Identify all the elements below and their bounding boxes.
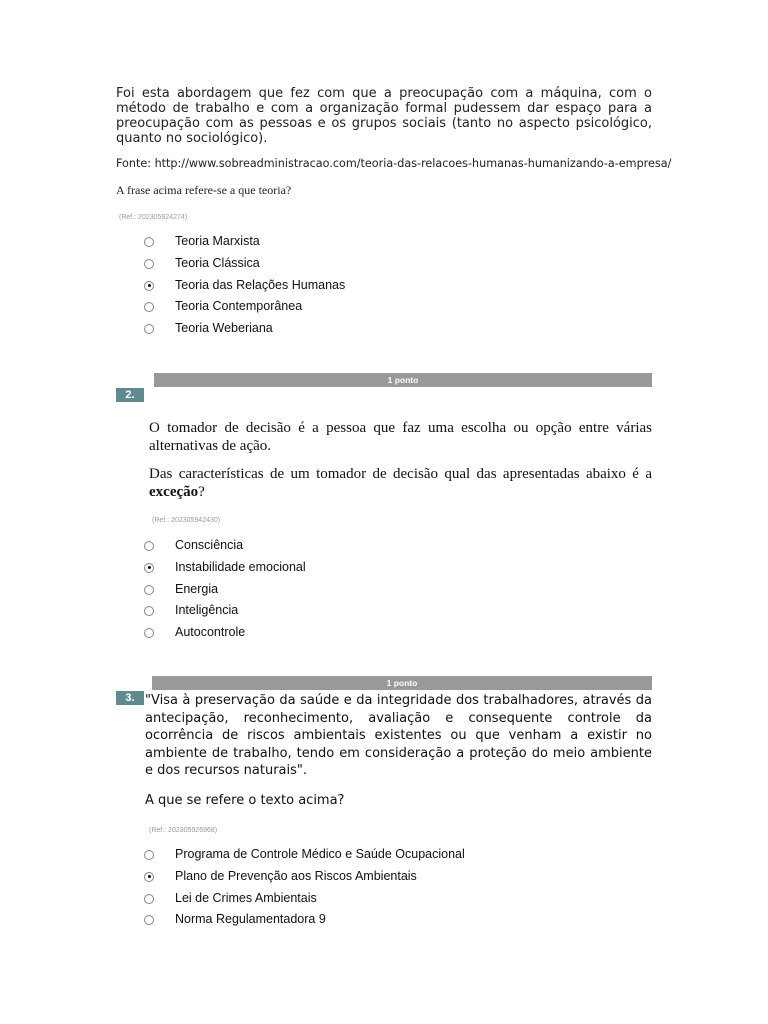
q3-points-bar: 1 ponto (152, 676, 652, 690)
radio-button[interactable] (144, 894, 154, 904)
q3-option[interactable] (144, 888, 465, 910)
q1-option[interactable] (144, 296, 345, 318)
q2-text (149, 419, 652, 511)
radio-button[interactable] (144, 259, 154, 269)
radio-button[interactable] (144, 850, 154, 860)
option-label: Autocontrole (175, 625, 246, 640)
option-label: Teoria Marxista (175, 234, 260, 248)
q2-option[interactable] (144, 557, 306, 579)
option-label: Plano de Prevenção aos Riscos Ambientais (175, 868, 417, 883)
q1-prompt: A frase acima refere-se a que teoria? (116, 183, 292, 197)
option-label: Programa de Controle Médico e Saúde Ocupacional (175, 847, 465, 861)
q2-option[interactable] (144, 622, 306, 644)
q1-source: Fonte: http://www.sobreadministracao.com/teoria-das-relacoes-humanas-humanizando-a-empresa/ (116, 157, 672, 170)
q3-ref: (Ref.: 202305926968) (149, 827, 218, 834)
q1-option[interactable] (144, 275, 345, 297)
q3-option[interactable] (144, 844, 465, 866)
radio-button[interactable] (144, 585, 154, 595)
option-label: Teoria Clássica (175, 255, 260, 270)
q3-prompt: A que se refere o texto acima? (145, 793, 345, 808)
q1-option[interactable] (144, 231, 345, 253)
q1-intro-paragraph: Foi esta abordagem que fez com que a preocupação com a máquina, com o método de trabalho e com a organização formal pudessem dar espaço para a preocupação com as pessoas e os grupos sociais (tanto no aspecto psicológico, quanto no sociológico). (116, 86, 652, 146)
radio-button[interactable] (144, 628, 154, 638)
q2-paragraph-1: O tomador de decisão é a pessoa que faz uma escolha ou opção entre várias alternativas de ação. (149, 420, 652, 454)
q3-number-badge: 3. (116, 691, 144, 705)
radio-button[interactable] (144, 324, 154, 334)
option-label: Consciência (175, 538, 244, 552)
option-label: Instabilidade emocional (175, 559, 306, 574)
radio-button[interactable] (144, 302, 154, 312)
q2-options (144, 535, 306, 644)
q1-ref: (Ref.: 202305924274) (119, 214, 188, 221)
option-label: Teoria Contemporânea (175, 299, 303, 314)
option-label: Norma Regulamentadora 9 (175, 912, 326, 927)
q2-paragraph-2 (149, 465, 652, 501)
q2-option[interactable] (144, 535, 306, 557)
q2-points-bar: 1 ponto (154, 373, 652, 387)
q2-number-badge: 2. (116, 388, 144, 402)
radio-button[interactable] (144, 541, 154, 551)
radio-button-checked[interactable] (144, 563, 154, 573)
q2-question-mark: ? (198, 484, 205, 500)
q1-option[interactable] (144, 318, 345, 340)
q3-option[interactable] (144, 866, 465, 888)
q3-option[interactable] (144, 909, 465, 931)
radio-button-checked[interactable] (144, 872, 154, 882)
q3-options (144, 844, 465, 931)
option-label: Energia (175, 581, 219, 596)
q2-option[interactable] (144, 579, 306, 601)
option-label: Teoria Weberiana (175, 321, 273, 336)
q2-paragraph-2-text: Das características de um tomador de decisão qual das apresentadas abaixo é a (149, 466, 652, 482)
option-label: Lei de Crimes Ambientais (175, 890, 317, 905)
option-label: Teoria das Relações Humanas (175, 277, 346, 292)
radio-button[interactable] (144, 606, 154, 616)
q3-text (145, 692, 652, 780)
q2-option[interactable] (144, 600, 306, 622)
q1-options (144, 231, 345, 340)
radio-button[interactable] (144, 915, 154, 925)
q3-quote: "Visa à preservação da saúde e da integridade dos trabalhadores, através da antecipação, reconhecimento, avaliação e consequente controle da ocorrência de riscos ambientais existentes ou que venham a existir no ambiente de trabalho, tendo em consideração a proteção do meio ambiente e dos recursos naturais". (145, 693, 652, 778)
radio-button-checked[interactable] (144, 281, 154, 291)
q1-option[interactable] (144, 253, 345, 275)
radio-button[interactable] (144, 237, 154, 247)
q2-ref: (Ref.: 202305942430) (152, 517, 221, 524)
option-label: Inteligência (175, 603, 239, 618)
q2-emphasis: exceção (149, 484, 199, 500)
